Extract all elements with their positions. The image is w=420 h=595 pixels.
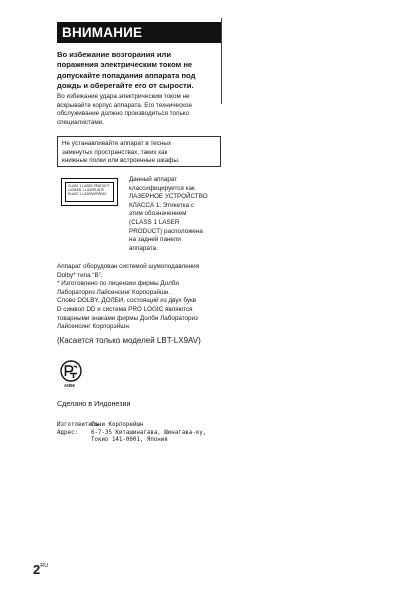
text-line: Лабораториз Лайсенсинг Корпорэйшн. — [57, 288, 171, 296]
laser-product-label — [61, 178, 118, 206]
manufacturer-key: Адрес: — [57, 429, 78, 436]
manufacturer-key — [57, 437, 91, 445]
page-number — [33, 562, 48, 577]
text-line: обслуживание должно производиться только — [57, 110, 190, 118]
text-line: замкнутых пространствах, таких как — [62, 148, 168, 156]
manufacturer-row — [57, 430, 227, 438]
warning-bold-text — [57, 50, 221, 91]
warning-normal-text — [57, 93, 221, 127]
certification-code: АИ06 — [64, 383, 75, 388]
text-line: КЛАССА 1. Этикетка с — [129, 201, 194, 209]
manufacturer-key: Изготовитель: — [57, 422, 103, 428]
text-line: (CLASS 1 LASER — [129, 218, 180, 226]
warning-title: ВНИМАНИЕ — [62, 25, 143, 40]
text-line: поражения электрическим током не — [57, 60, 193, 70]
text-line: LUOKAN 1 LASERLAITE — [68, 188, 105, 192]
page-language-code: RU — [40, 563, 49, 569]
text-line: книжные полки или встроенные шкафы. — [62, 157, 180, 165]
text-line: Аппарат оборудован системой шумоподавления — [57, 263, 200, 270]
text-line: Данный аппарат — [129, 176, 178, 183]
text-line: ЛАЗЕРНОЕ УСТРОЙСТВО — [129, 193, 208, 201]
installation-notice-box — [57, 136, 221, 167]
text-line: CLASS 1 LASER PRODUCT — [68, 184, 110, 188]
text-line: Лайсенсинг Корпорэйшн. — [57, 323, 131, 331]
text-line: этим обозначением — [129, 210, 187, 218]
warning-banner — [57, 22, 221, 43]
pct-certification-mark-icon — [60, 360, 82, 382]
manufacturer-value: 6-7-35 Киташинагава, Шинагава-ку, — [91, 429, 207, 436]
text-line: Во избежание возгорания или — [57, 50, 171, 59]
manufacturer-row — [57, 422, 227, 430]
text-line: KLASS 1 LASERAPPARAT — [68, 192, 107, 196]
text-line: классифицируется как — [129, 184, 195, 192]
laser-label-text — [68, 184, 109, 196]
manufacturer-row — [57, 437, 227, 445]
dolby-notice — [57, 263, 227, 332]
vertical-rule — [221, 18, 222, 104]
text-line: PRODUCT) расположена — [129, 227, 203, 235]
manufacturer-value: Токио 141-0001, Япония — [91, 437, 168, 444]
text-line: Во избежание удара электрическим током не — [57, 93, 190, 100]
manufacturer-value: Сони Корпорейшн — [91, 422, 144, 428]
text-line: Не устанавливайте аппарат в тесных — [62, 140, 172, 147]
country-of-origin: Сделано в Индонезии — [57, 399, 131, 408]
text-line: дождь и оберегайте его от сырости. — [57, 80, 194, 90]
page-number-digit: 2 — [33, 562, 41, 577]
manufacturer-info — [57, 422, 227, 445]
text-line: аппарата. — [129, 244, 158, 252]
text-line: товарными знаками фирмы Долби Лабораториз — [57, 314, 198, 322]
text-line: Слово DOLBY, ДОЛБИ, состоящий из двух букв — [57, 297, 197, 305]
text-line: вскрывайте корпус аппарата. Его техническое — [57, 101, 192, 109]
text-line: допускайте попадания аппарата под — [57, 70, 196, 80]
text-line: специалистами. — [57, 118, 104, 126]
model-applicability-note: (Касается только моделей LBT-LX9AV) — [57, 336, 201, 345]
laser-class-description — [129, 176, 224, 253]
text-line: Dolby* типа “B”. — [57, 271, 103, 279]
text-line: на задней панели — [129, 236, 181, 244]
text-line: D символ DD и система PRO LOGIC являются — [57, 305, 193, 313]
text-line: * Изготовлено по лицензии фирмы Долби — [57, 280, 179, 288]
